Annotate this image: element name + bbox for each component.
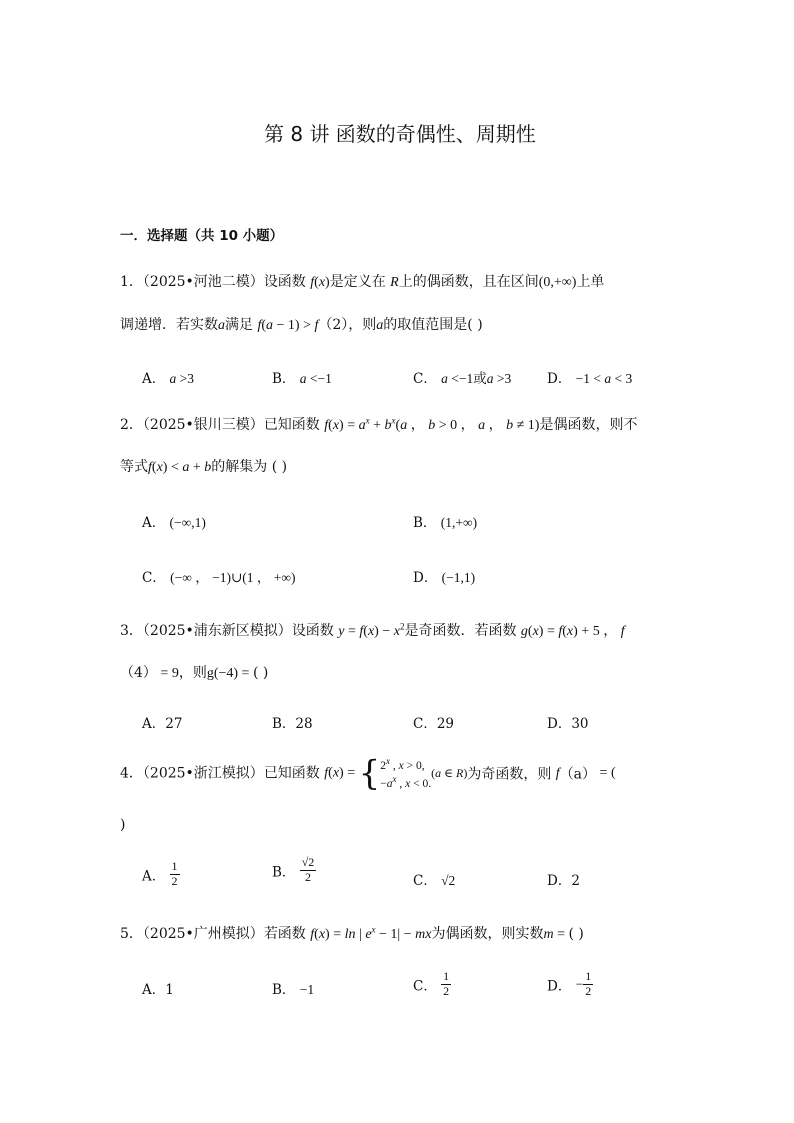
question-source: （2025•银川三模） [142, 417, 264, 433]
question-3-line-1: 3．（2025•浦东新区模拟）设函数 $y = f(x) - x^2$是奇函数．若函数 g(x) = f(x) + 5 ， f [120, 621, 625, 639]
question-2-line-1: 2．（2025•银川三模）已知函数 $f(x) = a^x + b^x(a$ ， b > 0 ， a ， b ≠ 1)是偶函数，则不 [120, 415, 638, 433]
option-a: A． $\frac{1}{2}$ [142, 859, 178, 888]
question-source: （2025•广州模拟） [142, 926, 264, 942]
option-c: C．29 [413, 716, 455, 732]
option-c: C． (−∞ ， −1)∪(1 ， +∞) [142, 570, 296, 586]
option-a: A． (−∞,1) [142, 515, 206, 531]
question-number: 5． [120, 926, 143, 942]
section-heading: 一．选择题（共 10 小题） [120, 228, 284, 244]
question-2-line-2: 等式f(x) < a + b的解集为 ( ) [120, 459, 288, 475]
question-number: 4． [120, 765, 143, 782]
option-c: C． a <−1或a >3 [413, 371, 512, 387]
option-b: B．28 [272, 716, 313, 732]
question-number: 2． [120, 417, 143, 433]
question-4-line-2: ) [120, 817, 126, 833]
option-c: C． $\frac{1}{2}$ [413, 969, 450, 998]
question-number: 3． [120, 623, 143, 639]
question-5-line-1: 5．（2025•广州模拟）若函数 f(x) = ln | $e^x - 1|$ − mx为偶函数，则实数m = ( ) [120, 924, 584, 942]
option-d: D． −1 < a < 3 [547, 371, 633, 387]
option-d: D． (−1,1) [413, 570, 476, 586]
question-3-line-2: （4） = 9，则g(−4) = ( ) [120, 665, 269, 681]
question-source: （2025•河池二模） [142, 274, 264, 290]
question-source: （2025•浙江模拟） [142, 765, 264, 782]
option-a: A． a >3 [142, 371, 195, 387]
question-1-line-2: 调递增．若实数a满足 f(a − 1) > f（2），则a的取值范围是( ) [120, 317, 483, 333]
option-c: C． √2 [413, 873, 456, 889]
option-d: D． − $\frac{1}{2}$ [547, 969, 592, 998]
option-a: A．27 [142, 716, 183, 732]
option-b: B． (1,+∞) [413, 515, 478, 531]
question-4-line-1: 4．（2025•浙江模拟）已知函数 f(x) = { 2$^x$ , x > 0, $-a^x$ , x < 0. (a ∈ R)为奇函数，则 f（a） = ( [120, 753, 616, 794]
option-b: B． a <−1 [272, 371, 332, 387]
option-d: D．2 [547, 873, 580, 889]
page-title: 第 8 讲 函数的奇偶性、周期性 [264, 122, 536, 146]
option-d: D．30 [547, 716, 589, 732]
option-a: A．1 [142, 982, 174, 998]
question-number: 1． [120, 274, 143, 290]
option-b: B． $\frac{√2}{2}$ [272, 855, 315, 884]
question-source: （2025•浦东新区模拟） [142, 623, 292, 639]
question-1-line-1: 1．（2025•河池二模）设函数 f(x)是定义在 R上的偶函数，且在区间(0,+∞)上单 [120, 274, 605, 290]
option-b: B． −1 [272, 982, 315, 998]
